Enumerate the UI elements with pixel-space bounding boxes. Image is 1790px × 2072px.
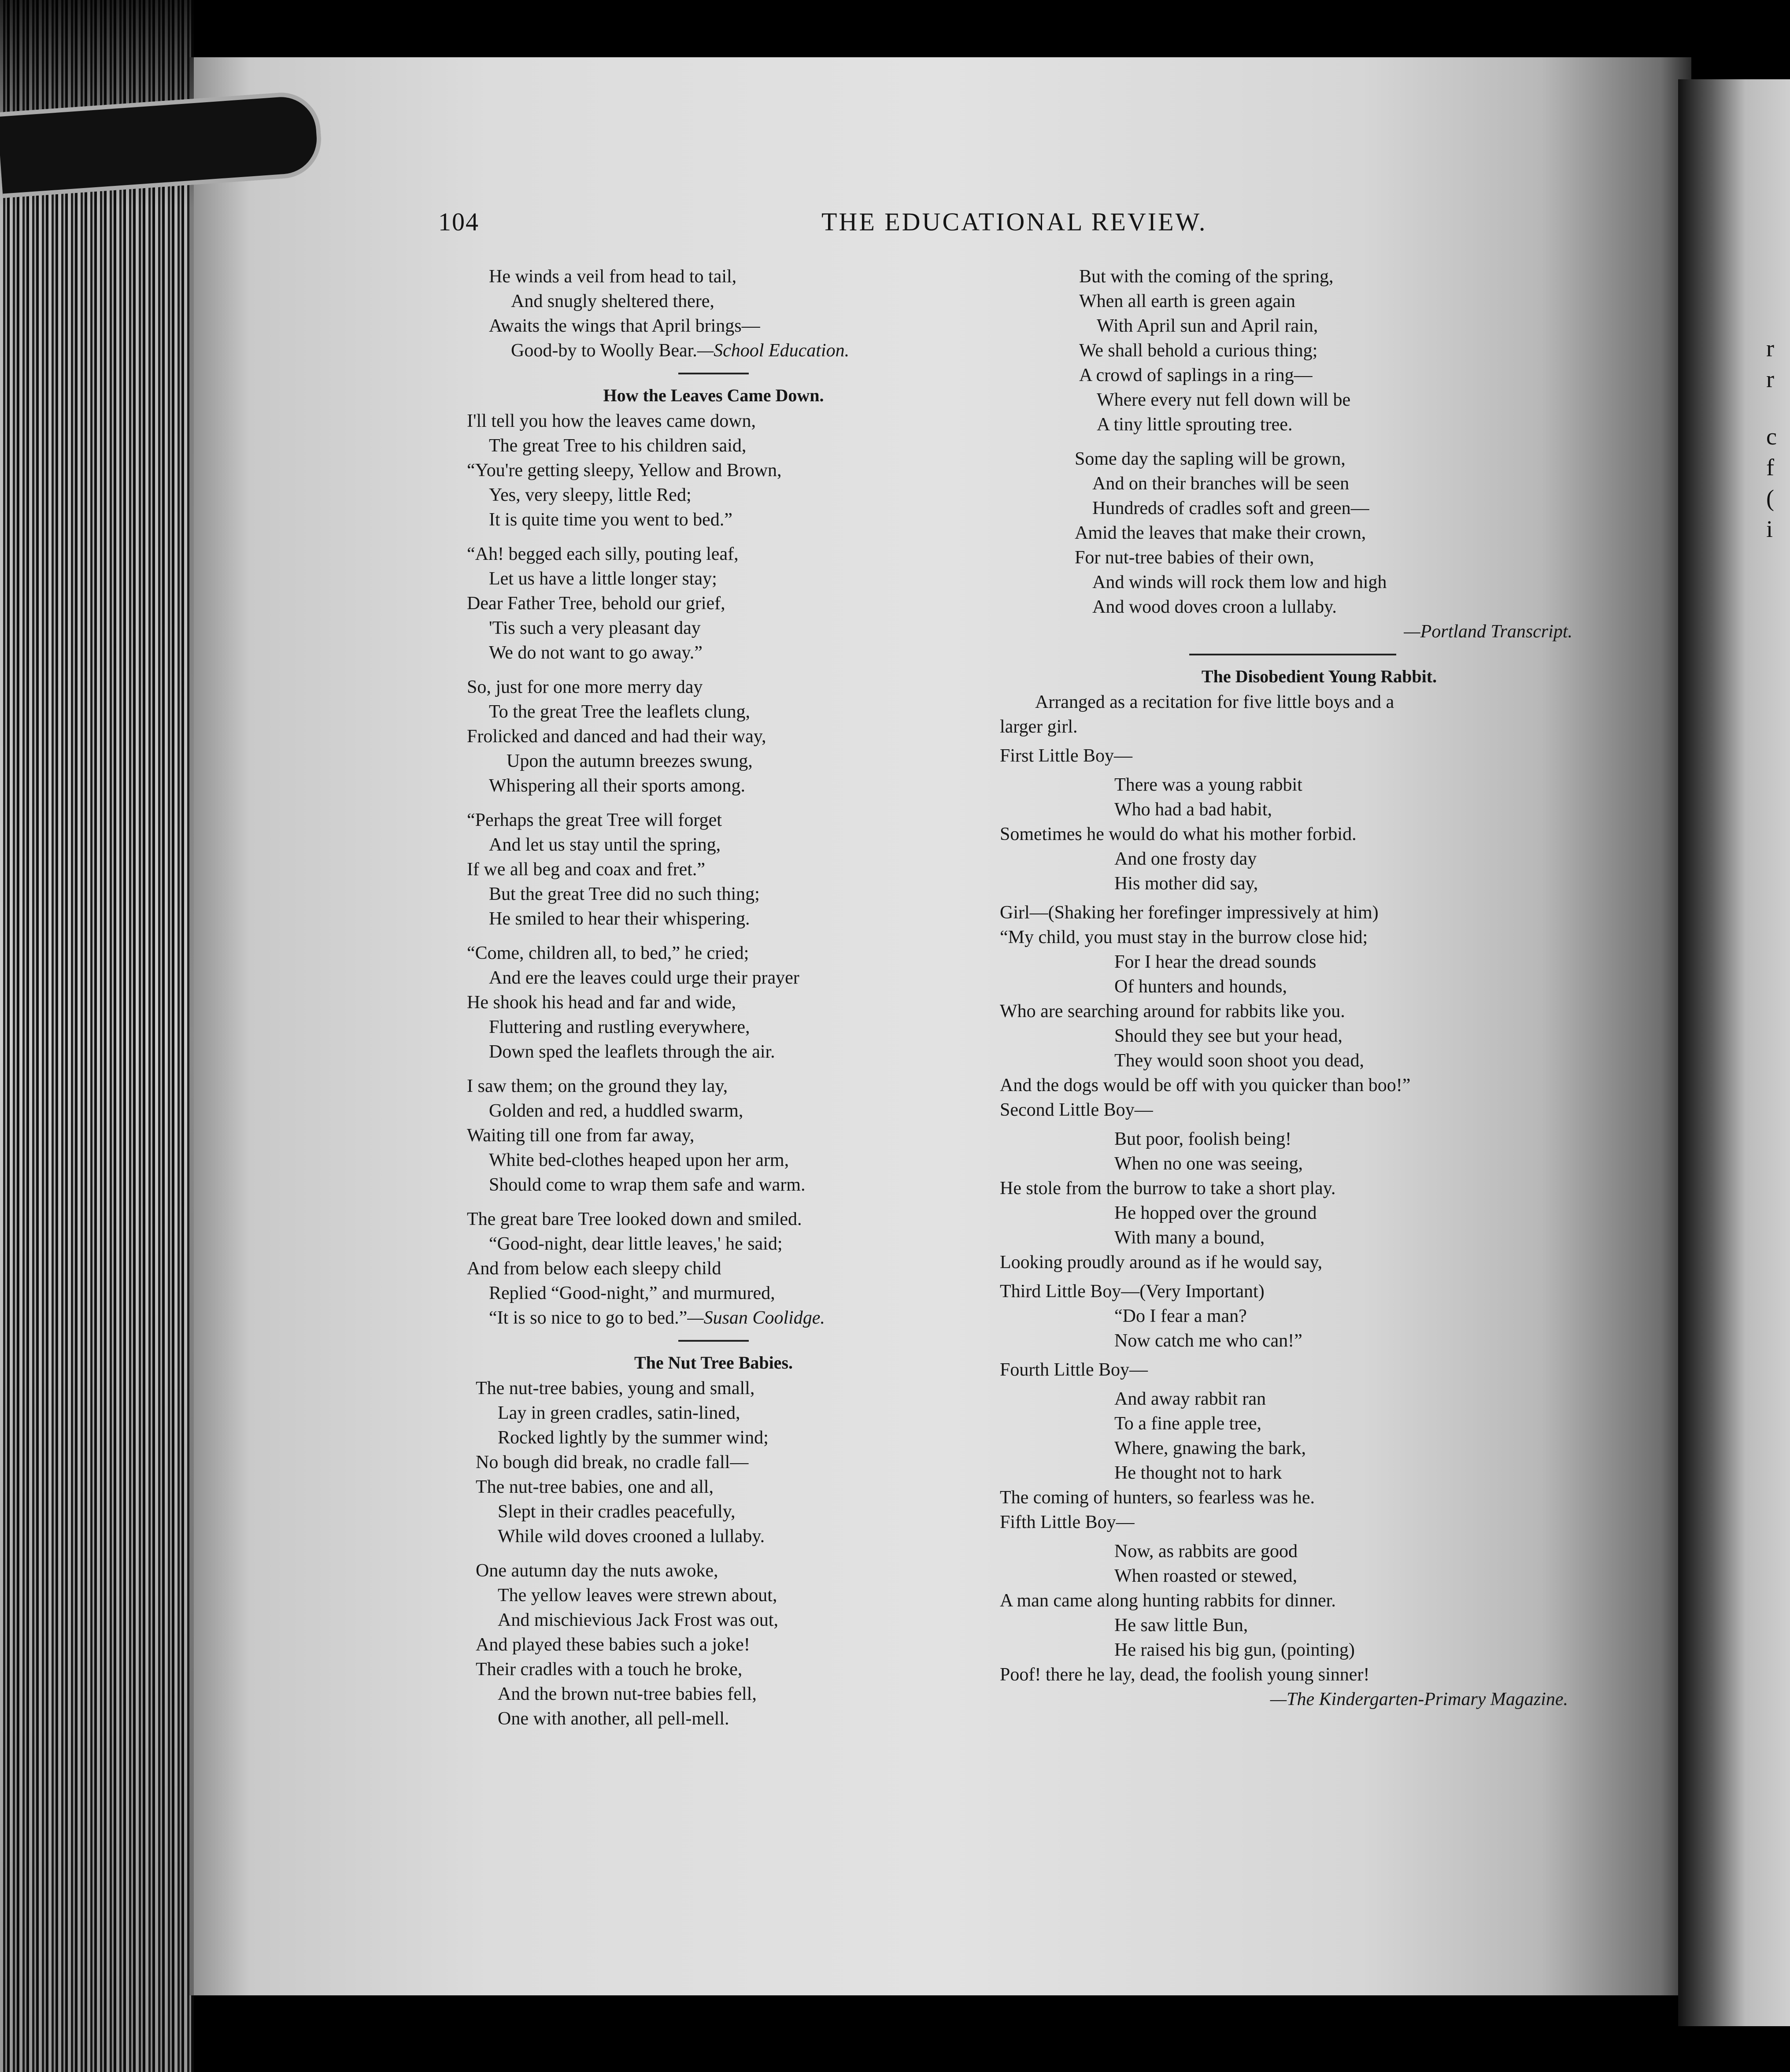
poem-line: Upon the autumn breezes swung, (507, 751, 753, 771)
poem-line: One with another, all pell-mell. (498, 1709, 729, 1729)
speaker-cue: Third Little Boy—(Very Important) (1000, 1281, 1265, 1302)
poem-line: And winds will rock them low and high (1092, 572, 1387, 592)
poem-line: A crowd of saplings in a ring— (1079, 365, 1313, 385)
nut-tree-poem (467, 1376, 960, 1731)
poem-line: They would soon shoot you dead, (1114, 1051, 1364, 1071)
poem-line: It is quite time you went to bed.” (489, 510, 732, 530)
poem-line: Of hunters and hounds, (1114, 977, 1287, 997)
poem-line: One autumn day the nuts awoke, (476, 1561, 718, 1581)
poem-line: He winds a veil from head to tail, (489, 266, 737, 287)
poem-line: But the great Tree did no such thing; (489, 884, 760, 904)
poem-line: Let us have a little longer stay; (489, 569, 717, 589)
poem-line: The great bare Tree looked down and smiled. (467, 1209, 802, 1229)
adjacent-page-fragment: r (1766, 366, 1774, 392)
poem-line: 'Tis such a very pleasant day (489, 618, 701, 638)
poem-line: He stole from the burrow to take a short play. (1000, 1178, 1336, 1199)
poem-line: Amid the leaves that make their crown, (1075, 523, 1366, 543)
poem-line: When no one was seeing, (1114, 1154, 1303, 1174)
poem-line: The nut-tree babies, one and all, (476, 1477, 714, 1497)
poem-line: Looking proudly around as if he would say, (1000, 1252, 1323, 1273)
poem-line: Who had a bad habit, (1114, 799, 1272, 820)
poem-line: We do not want to go away.” (489, 643, 703, 663)
left-column (467, 264, 960, 1731)
poem-line: When all earth is green again (1079, 291, 1295, 311)
speaker-cue: First Little Boy— (1000, 746, 1133, 766)
poem-line: I saw them; on the ground they lay, (467, 1076, 728, 1096)
poem-line: I'll tell you how the leaves came down, (467, 411, 756, 431)
rabbit-poem (1000, 690, 1577, 1712)
poem-line: Where, gnawing the bark, (1114, 1438, 1306, 1458)
poem-line: “Perhaps the great Tree will forget (467, 810, 722, 830)
poem-line: Yes, very sleepy, little Red; (489, 485, 692, 505)
poem-line: There was a young rabbit (1114, 775, 1302, 795)
poem-line: Poof! there he lay, dead, the foolish young sinner! (1000, 1665, 1370, 1685)
adjacent-page-fragment: c (1766, 423, 1777, 450)
poem-line: Slept in their cradles peacefully, (498, 1502, 736, 1522)
adjacent-page-fragment: f (1766, 454, 1774, 481)
poem-line-text: “It is so nice to go to bed.” (489, 1308, 688, 1328)
poem-line: But with the coming of the spring, (1079, 266, 1334, 287)
poem-line: Replied “Good-night,” and murmured, (489, 1283, 775, 1303)
speaker-cue: Girl—(Shaking her forefinger impressively at him) (1000, 903, 1379, 923)
poem-line: Sometimes he would do what his mother forbid. (1000, 824, 1357, 844)
poem-line: He smiled to hear their whispering. (489, 909, 750, 929)
adjacent-page-fragment: r (1766, 335, 1774, 362)
poem-line: Who are searching around for rabbits like you. (1000, 1001, 1345, 1021)
leaves-poem (467, 409, 960, 1330)
poem-line: When roasted or stewed, (1114, 1566, 1298, 1586)
poem-line: And one frosty day (1114, 849, 1257, 869)
poem-line: He shook his head and far and wide, (467, 992, 736, 1013)
poem-line: To the great Tree the leaflets clung, (489, 702, 751, 722)
poem-line: We shall behold a curious thing; (1079, 340, 1318, 361)
poem-line: And ere the leaves could urge their prayer (489, 968, 799, 988)
poem-line: He thought not to hark (1114, 1463, 1282, 1483)
poem-line: So, just for one more merry day (467, 677, 703, 697)
poem-line: Some day the sapling will be grown, (1075, 449, 1346, 469)
poem-source: —Susan Coolidge. (687, 1308, 825, 1328)
poem-line: And let us stay until the spring, (489, 835, 721, 855)
poem-line: He raised his big gun, (pointing) (1114, 1640, 1355, 1660)
poem-line: Whispering all their sports among. (489, 776, 746, 796)
poem-line: He hopped over the ground (1114, 1203, 1317, 1223)
section-divider (678, 1340, 749, 1342)
poem-line: “Do I fear a man? (1114, 1306, 1247, 1326)
poem-line: And mischievious Jack Frost was out, (498, 1610, 778, 1630)
nut-tree-continued (1000, 264, 1577, 644)
poem-line: And on their branches will be seen (1092, 474, 1350, 494)
poem-line: Now catch me who can!” (1114, 1331, 1302, 1351)
poem-line: “My child, you must stay in the burrow close hid; (1000, 927, 1368, 947)
poem-line: Should they see but your head, (1114, 1026, 1342, 1046)
poem-line: White bed-clothes heaped upon her arm, (489, 1150, 789, 1170)
poem-line: Awaits the wings that April brings— (489, 316, 760, 336)
page-edges-shadow (0, 0, 194, 2072)
section-divider (1189, 654, 1396, 655)
poem-line: Waiting till one from far away, (467, 1125, 695, 1146)
poem-line: And snugly sheltered there, (511, 291, 714, 311)
poem-source-text: —The Kindergarten-Primary Magazine. (1270, 1689, 1568, 1709)
poem-line: The yellow leaves were strewn about, (498, 1585, 777, 1606)
poem-line: And away rabbit ran (1114, 1389, 1266, 1409)
poem-line: Frolicked and danced and had their way, (467, 726, 766, 747)
poem-source-text: —Portland Transcript. (1404, 622, 1572, 642)
intro-text: Arranged as a recitation for five little boys and a (1035, 692, 1394, 712)
poem-line: Their cradles with a touch he broke, (476, 1659, 743, 1680)
poem-line: Down sped the leaflets through the air. (489, 1042, 775, 1062)
woolly-bear-ending (467, 264, 960, 363)
poem-line: A tiny little sprouting tree. (1097, 414, 1293, 435)
poem-line: “Good-night, dear little leaves,' he said; (489, 1234, 783, 1254)
poem-line: If we all beg and coax and fret.” (467, 859, 706, 880)
poem-line-text: Good-by to Woolly Bear. (511, 340, 697, 361)
poem-line: For I hear the dread sounds (1114, 952, 1317, 972)
page-number: 104 (438, 207, 479, 236)
poem-line: With April sun and April rain, (1097, 316, 1318, 336)
speaker-cue: Fourth Little Boy— (1000, 1360, 1148, 1380)
poem-line: Lay in green cradles, satin-lined, (498, 1403, 740, 1423)
running-head (438, 207, 1561, 242)
poem-line: With many a bound, (1114, 1228, 1265, 1248)
poem-line: No bough did break, no cradle fall— (476, 1452, 749, 1473)
poem-source (1000, 1687, 1577, 1712)
poem-title: How the Leaves Came Down. (603, 385, 824, 405)
poem-line: Rocked lightly by the summer wind; (498, 1428, 769, 1448)
poem-title: The Nut Tree Babies. (634, 1353, 793, 1373)
poem-line: And from below each sleepy child (467, 1258, 721, 1279)
adjacent-page-fragment: ( (1766, 485, 1774, 511)
poem-source: —School Education. (697, 340, 850, 361)
journal-title: THE EDUCATIONAL REVIEW. (821, 207, 1207, 236)
poem-line: A man came along hunting rabbits for dinner. (1000, 1591, 1336, 1611)
poem-line: The coming of hunters, so fearless was he. (1000, 1487, 1315, 1508)
poem-source (1000, 619, 1577, 644)
adjacent-page-fragment: i (1766, 516, 1773, 542)
poem-line: The nut-tree babies, young and small, (476, 1378, 755, 1399)
poem-line: “Come, children all, to bed,” he cried; (467, 943, 749, 963)
poem-line (467, 338, 960, 363)
poem-line: Hundreds of cradles soft and green— (1092, 498, 1369, 518)
poem-line: “Ah! begged each silly, pouting leaf, (467, 544, 739, 564)
poem-line: And wood doves croon a lullaby. (1092, 597, 1337, 617)
poem-line: “You're getting sleepy, Yellow and Brown, (467, 460, 782, 481)
poem-line: While wild doves crooned a lullaby. (498, 1526, 765, 1547)
poem-line: His mother did say, (1114, 873, 1258, 894)
poem-line: The great Tree to his children said, (489, 436, 747, 456)
poem-line: But poor, foolish being! (1114, 1129, 1291, 1149)
poem-line: Golden and red, a huddled swarm, (489, 1101, 743, 1121)
poem-line: Now, as rabbits are good (1114, 1541, 1298, 1561)
intro-text: larger girl. (1000, 717, 1078, 737)
poem-line: To a fine apple tree, (1114, 1413, 1262, 1434)
poem-line: For nut-tree babies of their own, (1075, 548, 1314, 568)
section-divider (678, 373, 749, 374)
poem-line: And the brown nut-tree babies fell, (498, 1684, 757, 1704)
speaker-cue: Fifth Little Boy— (1000, 1512, 1135, 1532)
poem-line: And played these babies such a joke! (476, 1635, 750, 1655)
poem-line: And the dogs would be off with you quicker than boo!” (1000, 1075, 1411, 1095)
poem-line (467, 1306, 960, 1330)
poem-line: Where every nut fell down will be (1097, 390, 1351, 410)
poem-line: Dear Father Tree, behold our grief, (467, 593, 725, 614)
poem-line: Fluttering and rustling everywhere, (489, 1017, 750, 1037)
poem-line: He saw little Bun, (1114, 1615, 1248, 1635)
poem-title: The Disobedient Young Rabbit. (1201, 666, 1437, 686)
speaker-cue: Second Little Boy— (1000, 1100, 1153, 1120)
right-column (1000, 264, 1577, 1712)
poem-line: Should come to wrap them safe and warm. (489, 1175, 806, 1195)
